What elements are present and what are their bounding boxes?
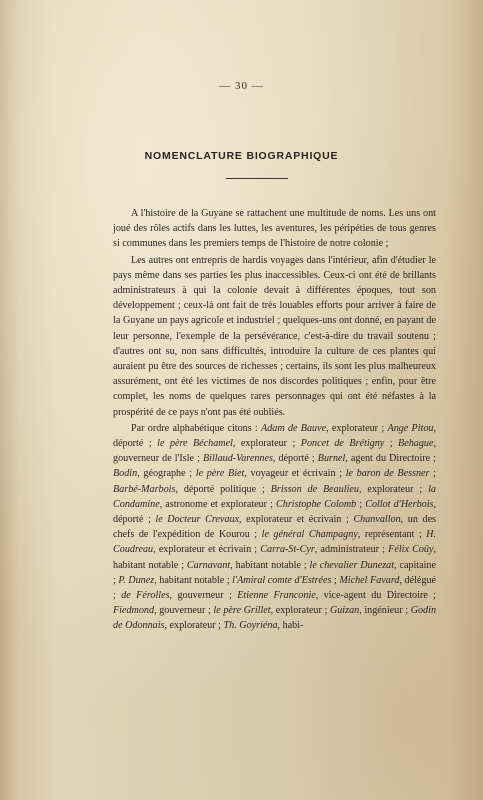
text-run: , habitant notable ;: [113, 544, 436, 571]
person-name: Bodin: [113, 468, 138, 480]
person-name: Adam de Bauve: [261, 422, 327, 434]
paragraph: [113, 253, 436, 420]
paragraph: [113, 206, 436, 252]
text-run: , déporté politique ;: [175, 483, 271, 495]
person-name: H. Coudreau: [113, 529, 436, 556]
text-run: , gouverneur ;: [154, 605, 214, 617]
text-run: , gouverneur ;: [169, 590, 238, 602]
text-run: , vice-agent du Directoire ;: [315, 590, 436, 602]
person-name: l'Amiral comte d'Estrées: [232, 574, 332, 586]
person-name: le chevalier Dunezat: [309, 559, 395, 571]
text-run: , voyageur et écrivain ;: [244, 468, 346, 480]
body-text: [113, 206, 436, 634]
person-name: Th. Goyriéna: [223, 620, 278, 632]
text-run: , explorateur ;: [232, 438, 301, 450]
person-name: Carnavant: [186, 559, 231, 571]
text-run: Les autres ont entrepris de hardis voyages dans l'intérieur, afin d'étudier le pays même dans ses parties les plus inaccessibles. Ceux-ci ont été de brillants administrateurs à qui la colonie devait à différentes époques, tout son développement ; ceux-là ont fait de très louables efforts pour arriver à faire de la Guyane un pays agricole et industriel ; quelques-uns ont donné, en payant de leur personne, l'exemple de la persévérance, c'est-à-dire du travail soutenu ; d'autres ont su, non sans difficultés, introduire la culture de ces plantes qui auraient pu être des sources de richesses ; certains, ils sont les plus malheureux assurément, ont été les victimes de nos discordes politiques ; enfin, pour être complet, les noms de quelques rares personnages qui ont été néfastes à la prospérité de ce pays n'ont pas été oubliés.: [113, 254, 436, 418]
text-run: , habitant notable ;: [154, 574, 233, 586]
person-name: Fiedmond: [113, 605, 155, 617]
person-name: Etienne Franconie: [237, 590, 316, 602]
person-name: Ange Pitou: [387, 422, 434, 434]
text-run: , déporté ;: [272, 453, 318, 465]
text-run: , explorateur et écrivain ;: [153, 544, 261, 556]
text-run: ;: [384, 438, 399, 450]
person-name: Chanvallon: [353, 514, 401, 526]
person-name: Burnel: [317, 453, 346, 465]
person-name: Félix Coüy: [388, 544, 434, 556]
text-run: , explorateur ;: [326, 422, 388, 434]
person-name: Guizan: [329, 605, 360, 617]
text-run: Par ordre alphabétique citons :: [131, 422, 262, 434]
person-name: le père Biet: [195, 468, 245, 480]
page-number: — 30 —: [219, 80, 264, 92]
person-name: Michel Favard: [339, 574, 400, 586]
person-name: Christophe Colomb: [276, 498, 357, 510]
person-name: Billaud-Varennes: [202, 453, 273, 465]
person-name: Collot d'Herbois: [365, 498, 434, 510]
text-run: , délégué ;: [113, 574, 437, 602]
text-run: , ingénieur ;: [359, 605, 411, 617]
text-run: , habi-: [277, 620, 304, 632]
person-name: P. Dunez: [118, 574, 155, 586]
person-name: le général Champagny: [261, 529, 358, 541]
person-name: Barbé-Marbois: [113, 483, 176, 495]
person-name: Carra-St-Cyr: [260, 544, 315, 556]
text-run: , agent du Directoire ;: [345, 453, 436, 465]
text-run: , administrateur ;: [314, 544, 389, 556]
person-name: Godin de Odonnais: [113, 605, 436, 632]
text-run: , explorateur ;: [270, 605, 330, 617]
text-run: , un des chefs de l'expédition de Kourou ;: [113, 514, 436, 541]
text-run: , explorateur ;: [164, 620, 224, 632]
text-run: , explorateur et écrivain ;: [239, 514, 354, 526]
text-run: , représentant ;: [357, 529, 427, 541]
person-name: de Férolles: [121, 590, 170, 602]
person-name: Poncet de Brétigny: [300, 438, 385, 450]
title-rule: [226, 178, 288, 179]
text-run: , géographe ;: [137, 468, 196, 480]
text-run: , déporté ;: [113, 498, 436, 526]
person-name: Behague: [398, 438, 434, 450]
text-run: , gouverneur de l'Isle ;: [113, 438, 436, 465]
text-run: ;: [356, 498, 366, 510]
text-run: ;: [331, 574, 340, 586]
text-run: , habitant notable ;: [230, 559, 310, 571]
person-name: la Condamine: [113, 483, 436, 510]
person-name: le père Grillet: [213, 605, 271, 617]
text-run: , déporté ;: [113, 422, 436, 450]
person-name: le baron de Bessner: [345, 468, 430, 480]
person-name: le Docteur Crevaux: [155, 514, 240, 526]
paragraph: [113, 421, 436, 634]
text-run: ;: [429, 468, 436, 480]
text-run: , astronome et explorateur ;: [159, 498, 277, 510]
text-run: , explorateur ;: [358, 483, 429, 495]
person-name: le père Béchamel: [157, 438, 233, 450]
person-name: Brisson de Beaulieu: [270, 483, 359, 495]
page-title: NOMENCLATURE BIOGRAPHIQUE: [144, 150, 339, 162]
text-run: A l'histoire de la Guyane se rattachent une multitude de noms. Les uns ont joué des rôles actifs dans les luttes, les aventures, les péripéties de tous genres si communes dans les premiers temps de l'histoire de notre colonie ;: [113, 208, 436, 250]
text-run: , capitaine ;: [113, 559, 436, 586]
